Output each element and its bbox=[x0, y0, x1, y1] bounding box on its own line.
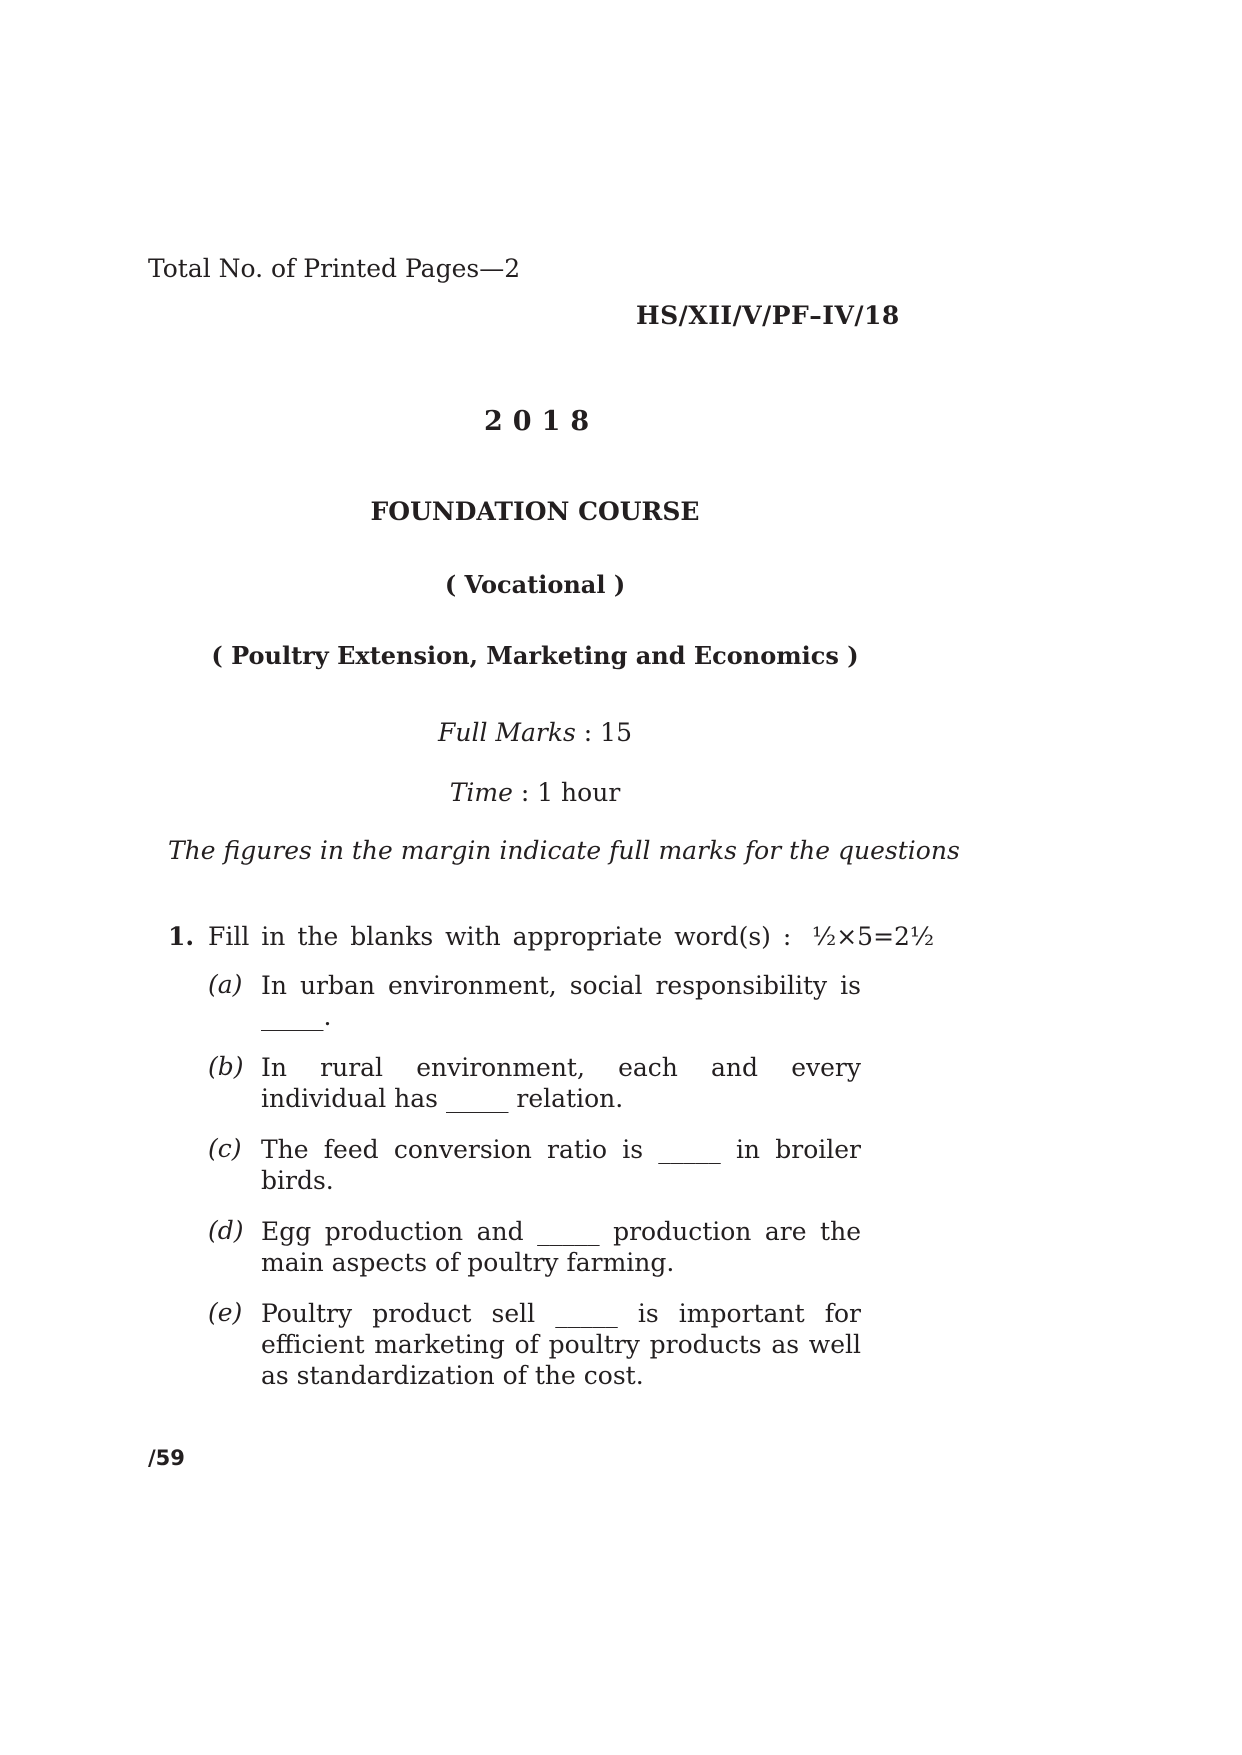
part-label-c: (c) bbox=[208, 1134, 242, 1163]
part-text-b: In rural environment, each and every individual has _____ relation. bbox=[261, 1053, 861, 1113]
part-text-c: The feed conversion ratio is _____ in broiler birds. bbox=[261, 1135, 861, 1195]
question-number: 1. bbox=[168, 922, 195, 951]
exam-year: 2018 bbox=[484, 406, 600, 437]
part-label-a: (a) bbox=[208, 970, 243, 999]
time-label: Time bbox=[449, 778, 513, 807]
part-text-e: Poultry product sell _____ is important for efficient marketing of poultry products as well as standardization of the cost. bbox=[261, 1299, 861, 1390]
paper-code: HS/XII/V/PF–IV/18 bbox=[636, 301, 900, 330]
stream-title: ( Vocational ) bbox=[444, 570, 626, 599]
part-label-b: (b) bbox=[208, 1052, 244, 1081]
printed-pages-count: Total No. of Printed Pages—2 bbox=[148, 254, 521, 283]
full-marks bbox=[0, 718, 1070, 747]
question-marks: ½×5=2½ bbox=[812, 922, 935, 951]
course-title: FOUNDATION COURSE bbox=[370, 497, 700, 526]
subject-title: ( Poultry Extension, Marketing and Economics ) bbox=[211, 641, 859, 670]
part-text-d: Egg production and _____ production are the main aspects of poultry farming. bbox=[261, 1217, 861, 1277]
part-label-e: (e) bbox=[208, 1298, 243, 1327]
part-label-d: (d) bbox=[208, 1216, 244, 1245]
time-value: : 1 hour bbox=[512, 778, 621, 807]
question-text: Fill in the blanks with appropriate word(s) : bbox=[208, 922, 792, 951]
full-marks-label: Full Marks bbox=[438, 718, 576, 747]
full-marks-value: : 15 bbox=[575, 718, 632, 747]
marks-note: The figures in the margin indicate full marks for the questions bbox=[168, 836, 960, 865]
page-footer-code: /59 bbox=[148, 1446, 185, 1470]
exam-time bbox=[0, 778, 1070, 807]
part-text-a: In urban environment, social responsibility is _____. bbox=[261, 971, 861, 1031]
